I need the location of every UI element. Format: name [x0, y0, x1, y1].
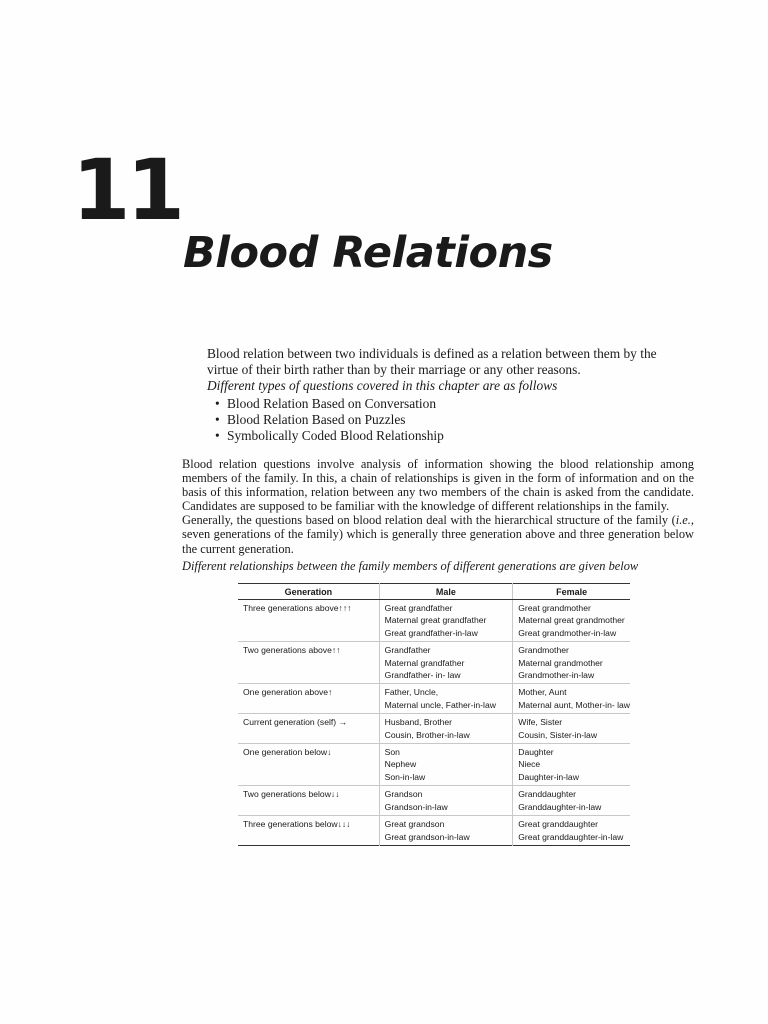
header-female: Female	[513, 584, 630, 600]
male-relation: Grandson-in-law	[384, 801, 448, 812]
female-cell	[513, 786, 630, 816]
header-generation: Generation	[238, 584, 379, 600]
female-relation: Daughter-in-law	[518, 771, 579, 782]
male-relation: Great grandson	[384, 819, 445, 830]
body-paragraph-1: Blood relation questions involve analysis of information showing the blood relationship among members of the family. In this, a chain of relationships is given in the form of information and on the basis of this information, relation between any two members of the chain is asked from the candidate. Candidates are supposed to be familiar with the knowledge of different relationships in the family.	[182, 457, 694, 514]
male-relation: Father, Uncle,	[384, 687, 439, 698]
female-relation: Mother, Aunt	[518, 687, 567, 698]
female-cell	[513, 816, 630, 846]
male-relation: Son	[384, 747, 400, 758]
male-relation: Maternal great grandfather	[384, 615, 487, 626]
body-text	[182, 457, 694, 556]
male-cell	[379, 816, 513, 846]
table-header-row	[238, 584, 630, 600]
header-male: Male	[379, 584, 513, 600]
table-row	[238, 642, 630, 684]
female-cell	[513, 600, 630, 642]
table-row	[238, 714, 630, 744]
definition-text: Blood relation between two individuals is defined as a relation between them by the virtue of their birth rather than by their marriage or any other reasons.	[207, 346, 657, 377]
table-row	[238, 786, 630, 816]
generation-cell: Three generations below↓↓↓	[243, 819, 351, 830]
female-cell	[513, 744, 630, 786]
table-caption: Different relationships between the family members of different generations are given below	[182, 559, 639, 573]
female-relation: Great granddaughter	[518, 819, 599, 830]
male-relation: Great grandson-in-law	[384, 831, 470, 842]
female-relation: Great granddaughter-in-law	[518, 831, 624, 842]
male-relation: Grandson	[384, 789, 423, 800]
male-relation: Maternal grandfather	[384, 657, 465, 668]
female-relation: Great grandmother-in-law	[518, 627, 617, 638]
generation-cell: One generation above↑	[238, 684, 379, 714]
paragraph-2-ie: i.e.,	[675, 513, 694, 528]
female-cell	[513, 642, 630, 684]
female-relation: Maternal great grandmother	[518, 615, 625, 626]
male-relation: Great grandfather-in-law	[384, 627, 478, 638]
table-row	[238, 600, 630, 642]
female-relation: Granddaughter-in-law	[518, 801, 602, 812]
male-relation: Maternal uncle, Father-in-law	[384, 699, 496, 710]
chapter-title: Blood Relations	[183, 228, 553, 278]
female-relation: Maternal aunt, Mother-in- law	[518, 699, 630, 710]
question-type-item: • Blood Relation Based on Puzzles	[227, 412, 677, 428]
female-relation: Daughter	[518, 747, 554, 758]
female-cell	[513, 714, 630, 744]
female-cell	[513, 684, 630, 714]
female-relation: Maternal grandmother	[518, 657, 603, 668]
male-cell	[379, 744, 513, 786]
generation-cell: Current generation (self) →	[238, 714, 379, 744]
relations-table-body	[238, 600, 630, 846]
question-types-list	[207, 396, 677, 444]
female-relation: Wife, Sister	[518, 717, 563, 728]
chapter-number: 11	[72, 141, 181, 239]
female-relation: Great grandmother	[518, 603, 591, 613]
table-row	[238, 816, 630, 846]
table-row	[238, 684, 630, 714]
question-types-heading: Different types of questions covered in this chapter are as follows	[207, 378, 558, 393]
generation-cell: One generation below↓	[238, 744, 379, 786]
female-relation: Granddaughter	[518, 789, 577, 800]
male-relation: Nephew	[384, 759, 417, 770]
male-cell	[379, 642, 513, 684]
female-relation: Grandmother-in-law	[518, 670, 595, 681]
male-relation: Husband, Brother	[384, 717, 452, 728]
male-relation: Son-in-law	[384, 771, 426, 782]
male-relation: Great grandfather	[384, 603, 453, 613]
male-cell	[379, 600, 513, 642]
relations-table	[238, 583, 630, 846]
male-cell	[379, 684, 513, 714]
intro-section	[207, 346, 677, 444]
paragraph-2-start: Generally, the questions based on blood relation deal with the hierarchical structure of the family (	[182, 513, 676, 528]
male-relation: Cousin, Brother-in-law	[384, 729, 470, 740]
table-row	[238, 744, 630, 786]
generation-cell: Three generations above↑↑↑	[238, 600, 379, 642]
male-relation: Grandfather	[384, 645, 431, 656]
male-relation: Grandfather- in- law	[384, 670, 461, 681]
paragraph-2-end: seven generations of the family) which is generally three generation above and three generation below the current generation.	[182, 527, 694, 556]
generation-cell: Two generations below↓↓	[238, 786, 379, 816]
female-relation: Grandmother	[518, 645, 569, 656]
male-cell	[379, 786, 513, 816]
question-type-item: • Blood Relation Based on Conversation	[227, 396, 677, 412]
female-relation: Niece	[518, 759, 541, 770]
male-cell	[379, 714, 513, 744]
generation-cell: Two generations above↑↑	[238, 642, 379, 684]
question-type-item: • Symbolically Coded Blood Relationship	[227, 428, 677, 444]
female-relation: Cousin, Sister-in-law	[518, 729, 598, 740]
body-paragraph-2	[182, 513, 694, 555]
